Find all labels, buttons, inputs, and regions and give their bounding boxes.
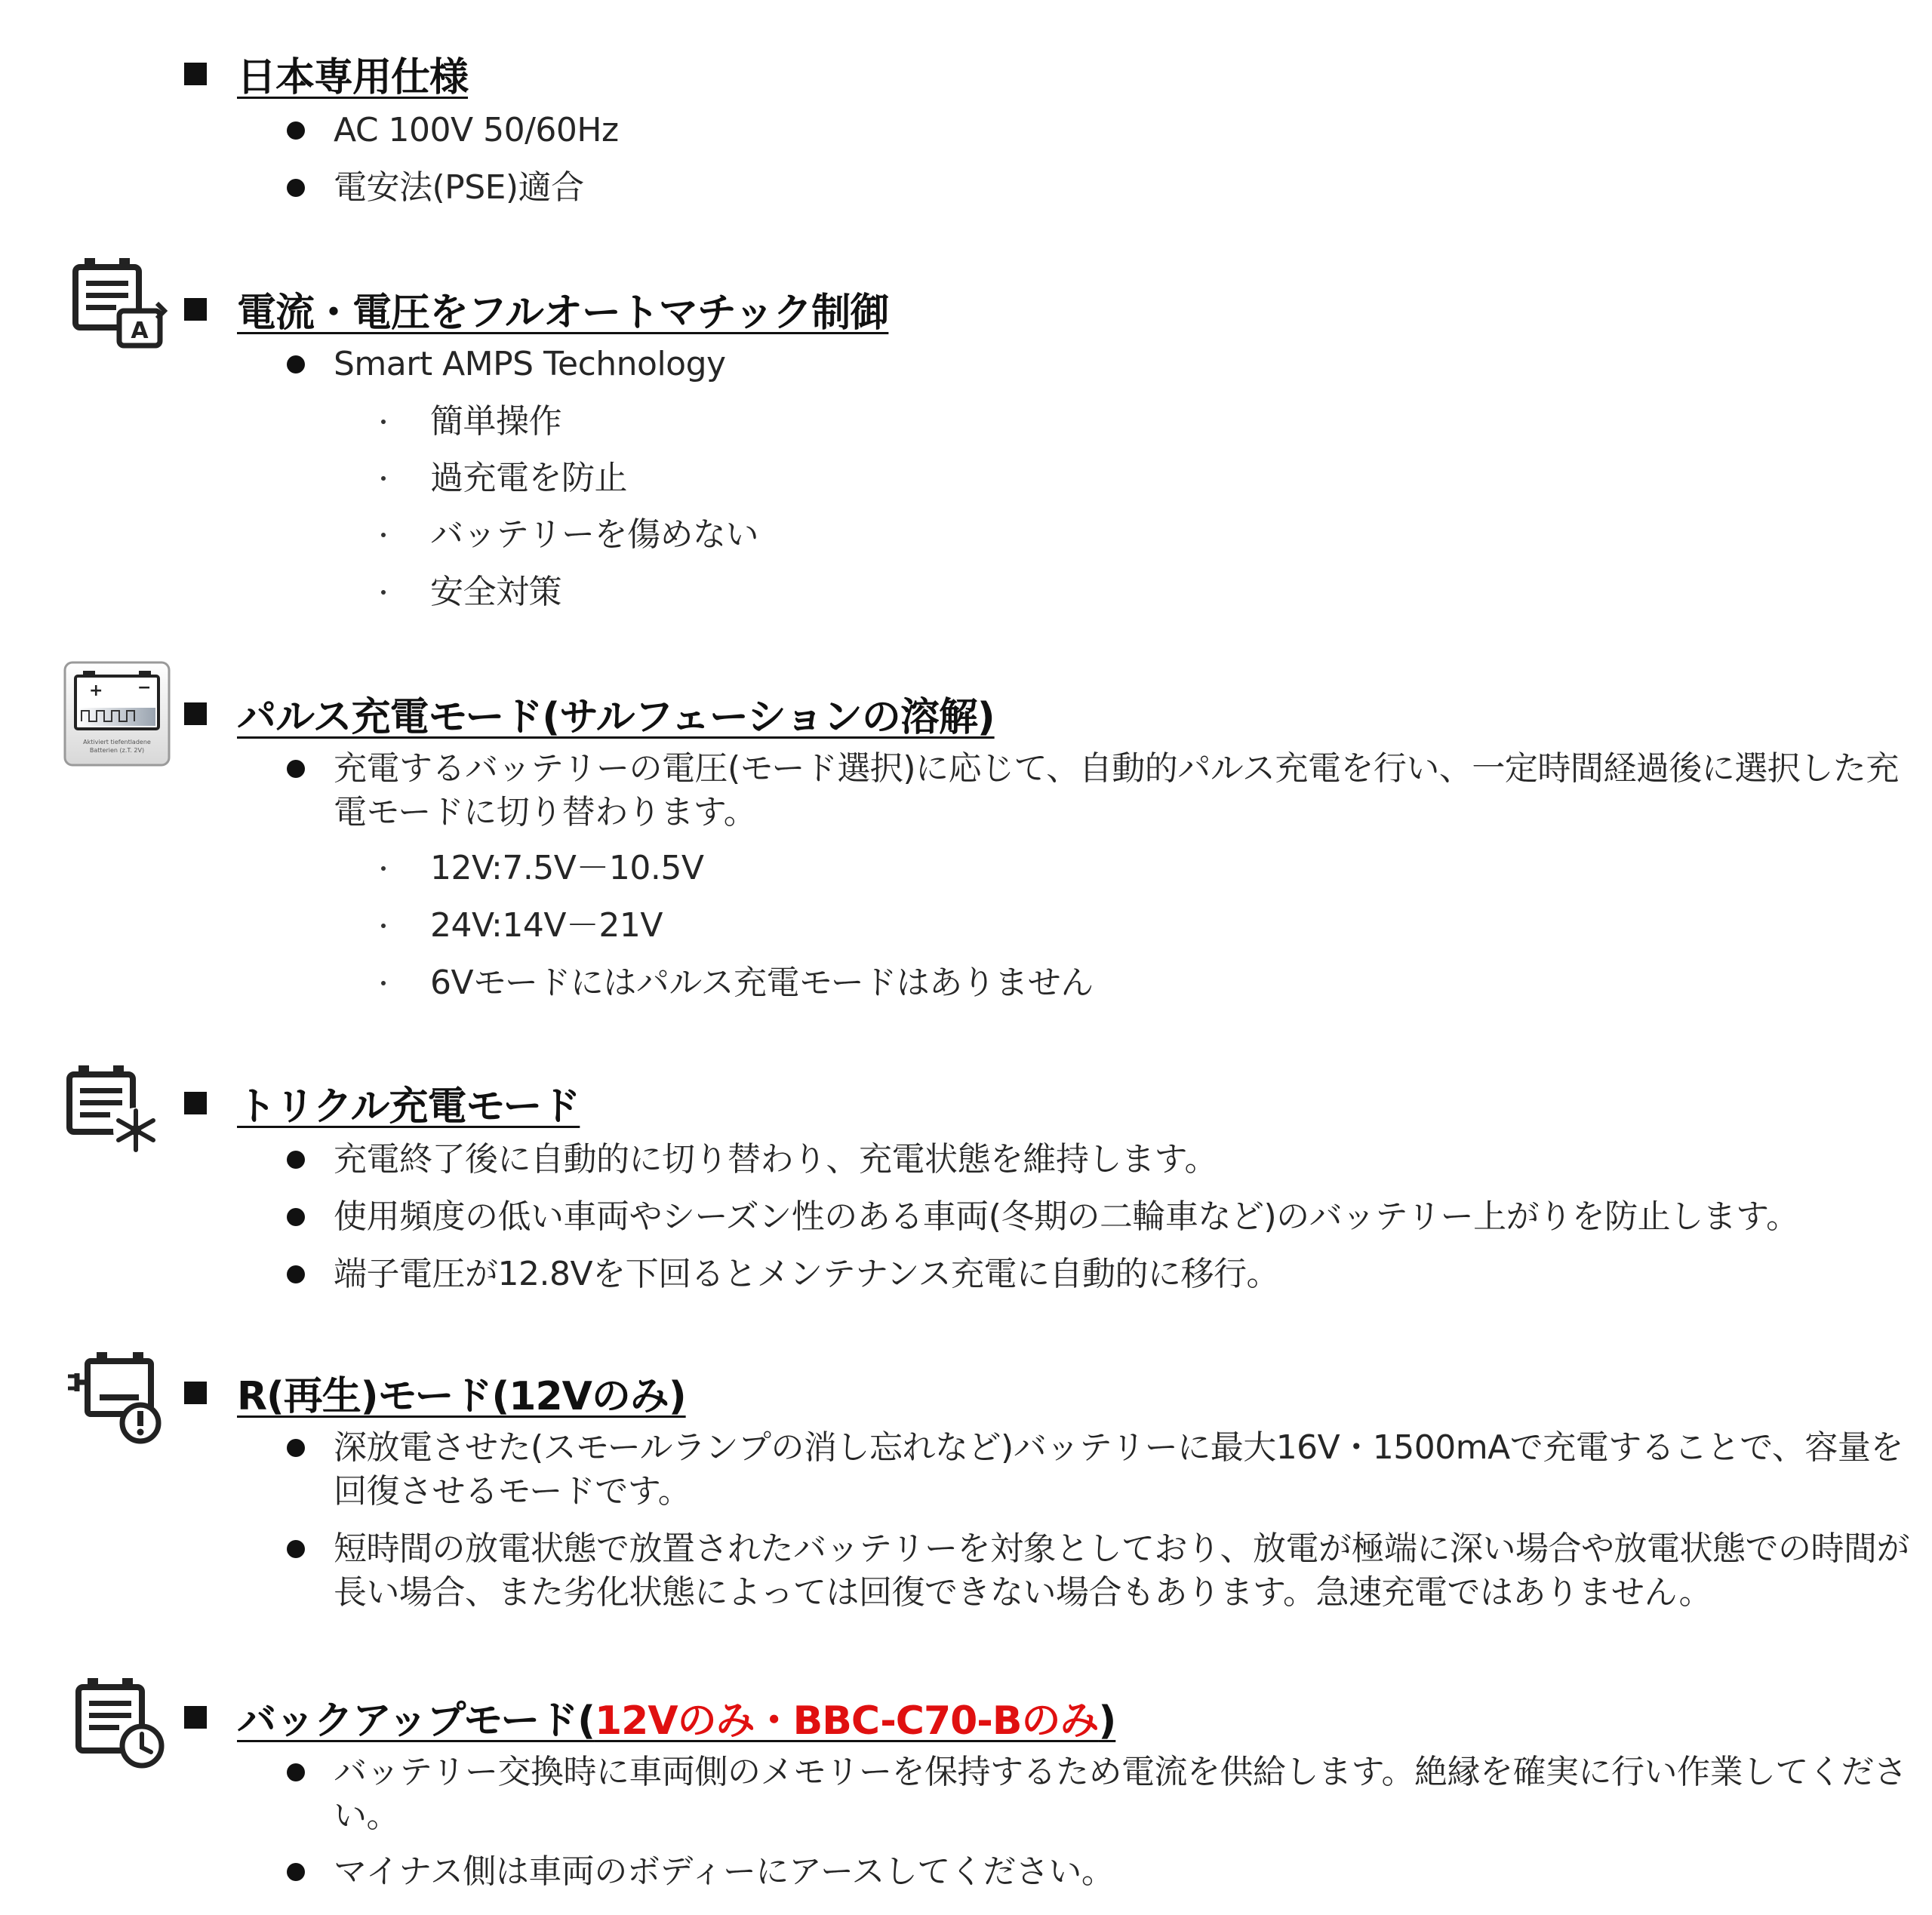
bullet-item: バッテリー交換時に車両側のメモリーを保持するため電流を供給します。絶縁を確実に行い作業してください。	[287, 1751, 1917, 1838]
heading-text: バックアップモード(12Vのみ・BBC-C70-Bのみ)	[237, 1698, 1116, 1744]
bullet-item: 電安法(PSE)適合	[287, 166, 1917, 210]
section-heading: パルス充電モード(サルフェーションの溶解)	[184, 685, 995, 742]
bullet-dot-icon	[287, 1265, 305, 1283]
bullet-item: 充電終了後に自動的に切り替わり、充電状態を維持します。	[287, 1138, 1917, 1182]
battery-plug-warning-icon	[65, 1351, 163, 1444]
bullet-item: マイナス側は車両のボディーにアースしてください。	[287, 1850, 1917, 1894]
sub-item: バッテリーを傷めない	[381, 513, 758, 557]
bullet-dot-icon	[287, 1208, 305, 1226]
small-dot-icon	[381, 533, 386, 537]
svg-text:−: −	[137, 678, 152, 697]
small-dot-icon	[381, 476, 386, 481]
sub-item: 24V:14V－21V	[381, 904, 663, 948]
highlight-text: 12Vのみ・BBC-C70-Bのみ	[594, 1698, 1099, 1744]
section-heading: トリクル充電モード	[184, 1074, 580, 1131]
bullet-item: 使用頻度の低い車両やシーズン性のある車両(冬期の二輪車など)のバッテリー上がりを防止します。	[287, 1195, 1917, 1239]
bullet-item: 充電するバッテリーの電圧(モード選択)に応じて、自動的パルス充電を行い、一定時間経過後に選択した充電モードに切り替わります。	[287, 747, 1917, 835]
bullet-item: 端子電圧が12.8Vを下回るとメンテナンス充電に自動的に移行。	[287, 1253, 1917, 1296]
bullet-item: Smart AMPS Technology	[287, 343, 1917, 386]
sub-item: 簡単操作	[381, 400, 561, 444]
sub-item: 12V:7.5V－10.5V	[381, 847, 703, 890]
bullet-dot-icon	[287, 1863, 305, 1881]
bullet-dot-icon	[287, 1763, 305, 1781]
section-heading: R(再生)モード(12Vのみ)	[184, 1364, 686, 1421]
small-dot-icon	[381, 866, 386, 871]
section-heading	[184, 1689, 1115, 1745]
sub-item: 安全対策	[381, 570, 561, 614]
square-bullet-icon	[184, 1092, 207, 1114]
bullet-dot-icon	[287, 1540, 305, 1558]
small-dot-icon	[381, 981, 386, 985]
square-bullet-icon	[184, 1706, 207, 1729]
small-dot-icon	[381, 590, 386, 595]
section-heading: 電流・電圧をフルオートマチック制御	[184, 281, 888, 337]
bullet-dot-icon	[287, 1151, 305, 1169]
battery-clock-icon	[75, 1677, 166, 1769]
battery-auto-icon	[72, 257, 168, 350]
bullet-dot-icon	[287, 355, 305, 373]
bullet-dot-icon	[287, 1439, 305, 1457]
battery-snowflake-icon	[66, 1065, 165, 1154]
small-dot-icon	[381, 420, 386, 424]
small-dot-icon	[381, 924, 386, 928]
bullet-dot-icon	[287, 121, 305, 140]
sub-item: 6Vモードにはパルス充電モードはありません	[381, 961, 1094, 1005]
heading-text: 日本専用仕様	[237, 55, 469, 100]
bullet-item: AC 100V 50/60Hz	[287, 109, 1917, 152]
square-bullet-icon	[184, 298, 207, 321]
section-heading	[184, 45, 468, 102]
bullet-dot-icon	[287, 179, 305, 197]
square-bullet-icon	[184, 1382, 207, 1404]
square-bullet-icon	[184, 702, 207, 725]
bullet-dot-icon	[287, 760, 305, 778]
svg-text:Batterien (z.T. 2V): Batterien (z.T. 2V)	[89, 747, 145, 754]
bullet-item: 深放電させた(スモールランプの消し忘れなど)バッテリーに最大16V・1500mAで充電することで、容量を回復させるモードです。	[287, 1426, 1917, 1514]
battery-pulse-icon	[63, 661, 171, 767]
sub-item: 過充電を防止	[381, 456, 627, 500]
svg-text:+: +	[89, 681, 103, 700]
svg-text:A: A	[131, 318, 149, 344]
square-bullet-icon	[184, 63, 207, 85]
bullet-item: 短時間の放電状態で放置されたバッテリーを対象としており、放電が極端に深い場合や放電状態での時間が長い場合、また劣化状態によっては回復できない場合もあります。急速充電ではありません。	[287, 1527, 1917, 1615]
svg-text:Aktiviert tiefentladene: Aktiviert tiefentladene	[83, 739, 151, 745]
